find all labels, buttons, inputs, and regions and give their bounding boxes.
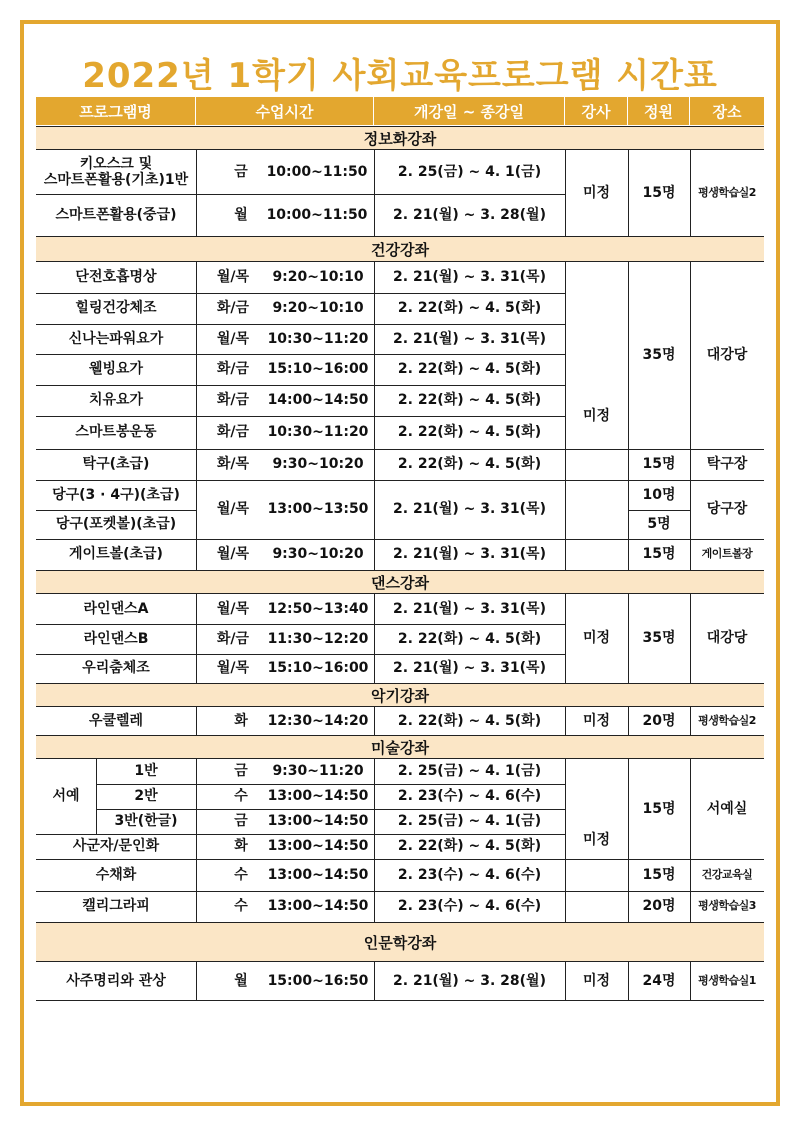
class-period: 2. 23(수) ~ 4. 6(수) <box>397 866 542 883</box>
class-day: 수 <box>234 788 248 805</box>
capacity: 5명 <box>647 516 671 533</box>
class-time: 13:00~14:50 <box>267 813 369 830</box>
class-period: 2. 22(화) ~ 4. 5(화) <box>397 392 542 409</box>
program-name: 사군자/문인화 <box>72 838 160 855</box>
class-time: 9:20~10:10 <box>272 269 364 286</box>
capacity: 15명 <box>642 184 676 201</box>
class-day: 화/목 <box>216 456 250 473</box>
class-period: 2. 23(수) ~ 4. 6(수) <box>397 788 542 805</box>
grid-line <box>196 707 197 735</box>
place: 게이트볼장 <box>701 547 753 561</box>
section-dance: 댄스강좌 <box>36 571 764 593</box>
class-period: 2. 22(화) ~ 4. 5(화) <box>397 712 542 729</box>
class-period: 2. 21(월) ~ 3. 31(목) <box>393 501 546 518</box>
instructor: 미정 <box>582 832 611 849</box>
class-time: 9:30~10:20 <box>272 546 364 563</box>
grid-line <box>565 262 566 570</box>
place: 평생학습실1 <box>698 973 756 987</box>
grid-line <box>690 759 691 922</box>
grid-line <box>628 262 629 570</box>
program-name: 치유요가 <box>88 392 144 409</box>
grid-line <box>690 262 691 570</box>
grid-line <box>36 126 764 127</box>
class-time: 10:00~11:50 <box>266 163 368 180</box>
grid-line <box>96 784 565 785</box>
place: 당구장 <box>706 501 748 518</box>
class-day: 월/목 <box>216 600 250 617</box>
program-name: 탁구(초급) <box>82 456 150 473</box>
class-day: 화/금 <box>216 392 250 409</box>
grid-line <box>36 261 764 262</box>
grid-line <box>36 324 565 325</box>
instructor: 미정 <box>582 407 611 424</box>
grid-line <box>628 962 629 1000</box>
grid-line <box>565 707 566 735</box>
grid-line <box>36 758 764 759</box>
capacity: 24명 <box>642 972 676 989</box>
capacity: 35명 <box>642 630 676 647</box>
class-period: 2. 21(월) ~ 3. 31(목) <box>393 600 546 617</box>
class-time: 13:00~14:50 <box>267 866 369 883</box>
class-day: 월 <box>234 206 248 223</box>
program-name: 3반(한글) <box>114 813 178 830</box>
class-period: 2. 21(월) ~ 3. 28(월) <box>393 972 546 989</box>
header-capacity: 정원 <box>628 97 690 125</box>
class-time: 13:00~13:50 <box>267 501 369 518</box>
class-day: 화 <box>234 712 248 729</box>
grid-line <box>36 1000 764 1001</box>
instructor: 미정 <box>582 972 611 989</box>
class-period: 2. 21(월) ~ 3. 31(목) <box>393 330 546 347</box>
program-name: 2반 <box>134 788 158 805</box>
class-time: 11:30~12:20 <box>267 630 369 647</box>
grid-line <box>36 922 764 923</box>
grid-line <box>565 962 566 1000</box>
class-day: 화 <box>234 838 248 855</box>
grid-line <box>690 962 691 1000</box>
grid-line <box>36 570 764 571</box>
class-time: 15:00~16:50 <box>267 972 369 989</box>
grid-line <box>690 594 691 683</box>
grid-line <box>96 809 565 810</box>
grid-line <box>36 859 764 860</box>
class-period: 2. 22(화) ~ 4. 5(화) <box>397 630 542 647</box>
grid-line <box>36 834 565 835</box>
grid-line <box>374 759 375 922</box>
grid-line <box>628 510 690 511</box>
capacity: 15명 <box>642 866 676 883</box>
program-name: 사주명리와 관상 <box>66 972 166 989</box>
class-period: 2. 21(월) ~ 3. 31(목) <box>393 269 546 286</box>
class-period: 2. 23(수) ~ 4. 6(수) <box>397 898 542 915</box>
grid-line <box>36 510 196 511</box>
place: 대강당 <box>706 630 748 647</box>
capacity: 20명 <box>642 712 676 729</box>
grid-line <box>36 416 565 417</box>
class-period: 2. 22(화) ~ 4. 5(화) <box>397 361 542 378</box>
instructor: 미정 <box>582 630 611 647</box>
capacity: 10명 <box>642 486 676 503</box>
class-time: 10:30~11:20 <box>267 330 369 347</box>
grid-line <box>690 150 691 236</box>
grid-line <box>196 262 197 570</box>
grid-line <box>565 759 566 922</box>
capacity: 15명 <box>642 456 676 473</box>
class-day: 금 <box>234 813 248 830</box>
place: 대강당 <box>706 347 748 364</box>
class-day: 금 <box>234 163 248 180</box>
grid-line <box>374 594 375 683</box>
place: 평생학습실2 <box>698 713 756 727</box>
grid-line <box>196 962 197 1000</box>
grid-line <box>374 962 375 1000</box>
section-info: 정보화강좌 <box>36 127 764 149</box>
capacity: 35명 <box>642 347 676 364</box>
program-name: 스마트폰활용(중급) <box>55 206 177 223</box>
grid-line <box>196 150 197 236</box>
section-music: 악기강좌 <box>36 684 764 706</box>
program-name: 당구(포켓볼)(초급) <box>55 516 177 533</box>
grid-line <box>565 594 566 683</box>
class-time: 13:00~14:50 <box>267 838 369 855</box>
class-day: 화/금 <box>216 361 250 378</box>
class-period: 2. 25(금) ~ 4. 1(금) <box>397 763 542 780</box>
section-humanities: 인문학강좌 <box>36 923 764 961</box>
class-day: 월 <box>234 972 248 989</box>
capacity: 20명 <box>642 898 676 915</box>
grid-line <box>36 624 565 625</box>
grid-line <box>374 707 375 735</box>
header-period: 개강일 ~ 종강일 <box>374 97 565 125</box>
class-time: 9:30~11:20 <box>272 763 364 780</box>
grid-line <box>690 707 691 735</box>
class-period: 2. 25(금) ~ 4. 1(금) <box>397 813 542 830</box>
class-day: 화/금 <box>216 300 250 317</box>
program-name: 힐링건강체조 <box>75 300 157 317</box>
program-name: 단전호흡명상 <box>75 269 157 286</box>
grid-line <box>36 961 764 962</box>
class-day: 화/금 <box>216 630 250 647</box>
grid-line <box>628 594 629 683</box>
class-day: 수 <box>234 866 248 883</box>
class-day: 월/목 <box>216 546 250 563</box>
class-time: 13:00~14:50 <box>267 788 369 805</box>
place: 평생학습실2 <box>698 185 756 199</box>
class-period: 2. 22(화) ~ 4. 5(화) <box>397 838 542 855</box>
grid-line <box>36 654 565 655</box>
capacity: 15명 <box>642 546 676 563</box>
grid-line <box>196 594 197 683</box>
header-instructor: 강사 <box>565 97 628 125</box>
class-time: 14:00~14:50 <box>267 392 369 409</box>
class-period: 2. 22(화) ~ 4. 5(화) <box>397 456 542 473</box>
class-time: 15:10~16:00 <box>267 361 369 378</box>
class-period: 2. 21(월) ~ 3. 28(월) <box>393 206 546 223</box>
grid-line <box>628 759 629 922</box>
class-time: 12:50~13:40 <box>267 600 369 617</box>
program-name: 라인댄스B <box>83 630 149 647</box>
grid-line <box>36 683 764 684</box>
program-name: 키오스크 및 스마트폰활용(기초)1반 <box>43 155 189 188</box>
grid-line <box>36 480 764 481</box>
program-name: 우쿨렐레 <box>88 712 144 729</box>
grid-line <box>36 449 764 450</box>
grid-line <box>36 385 565 386</box>
header-class-time: 수업시간 <box>196 97 374 125</box>
grid-line <box>565 150 566 236</box>
class-period: 2. 22(화) ~ 4. 5(화) <box>397 424 542 441</box>
grid-line <box>36 539 764 540</box>
calligraphy-group: 서예 <box>52 788 80 805</box>
class-time: 10:00~11:50 <box>266 206 368 223</box>
header-place: 장소 <box>690 97 764 125</box>
program-name: 1반 <box>134 763 158 780</box>
program-name: 당구(3 · 4구)(초급) <box>52 486 180 503</box>
page-title: 2022년 1학기 사회교육프로그램 시간표 <box>82 56 718 96</box>
grid-line <box>36 706 764 707</box>
grid-line <box>36 236 764 237</box>
capacity: 15명 <box>642 800 676 817</box>
grid-line <box>36 735 764 736</box>
grid-line <box>36 593 764 594</box>
class-period: 2. 25(금) ~ 4. 1(금) <box>397 163 542 180</box>
class-time: 12:30~14:20 <box>267 712 369 729</box>
program-name: 라인댄스A <box>83 600 149 617</box>
class-day: 수 <box>234 898 248 915</box>
grid-line <box>36 149 764 150</box>
program-name: 신나는파워요가 <box>68 330 164 347</box>
grid-line <box>96 759 97 834</box>
grid-line <box>36 354 565 355</box>
class-day: 월/목 <box>216 269 250 286</box>
grid-line <box>628 150 629 236</box>
grid-line <box>36 891 764 892</box>
section-art: 미술강좌 <box>36 736 764 758</box>
class-period: 2. 21(월) ~ 3. 31(목) <box>393 546 546 563</box>
place: 평생학습실3 <box>698 899 756 913</box>
grid-line <box>374 262 375 570</box>
class-day: 금 <box>234 763 248 780</box>
program-name: 스마트봉운동 <box>75 424 157 441</box>
program-name: 게이트볼(초급) <box>69 546 163 563</box>
grid-line <box>374 150 375 236</box>
class-time: 10:30~11:20 <box>267 424 369 441</box>
place: 건강교육실 <box>701 867 753 881</box>
place: 서예실 <box>706 800 748 817</box>
grid-line <box>628 707 629 735</box>
section-health: 건강강좌 <box>36 237 764 261</box>
class-time: 9:20~10:10 <box>272 300 364 317</box>
header-program: 프로그램명 <box>36 97 196 125</box>
class-time: 15:10~16:00 <box>267 660 369 677</box>
class-time: 9:30~10:20 <box>272 456 364 473</box>
grid-line <box>196 759 197 922</box>
grid-line <box>36 194 565 195</box>
class-period: 2. 22(화) ~ 4. 5(화) <box>397 300 542 317</box>
class-day: 월/목 <box>216 501 250 518</box>
class-day: 화/금 <box>216 424 250 441</box>
place: 탁구장 <box>706 456 748 473</box>
instructor: 미정 <box>582 184 611 201</box>
class-day: 월/목 <box>216 330 250 347</box>
program-name: 웰빙요가 <box>88 361 144 378</box>
program-name: 캘리그라피 <box>82 898 150 915</box>
class-period: 2. 21(월) ~ 3. 31(목) <box>393 660 546 677</box>
program-name: 우리춤체조 <box>82 660 150 677</box>
class-day: 월/목 <box>216 660 250 677</box>
program-name: 수채화 <box>95 866 137 883</box>
instructor: 미정 <box>582 712 611 729</box>
grid-line <box>36 293 565 294</box>
class-time: 13:00~14:50 <box>267 898 369 915</box>
